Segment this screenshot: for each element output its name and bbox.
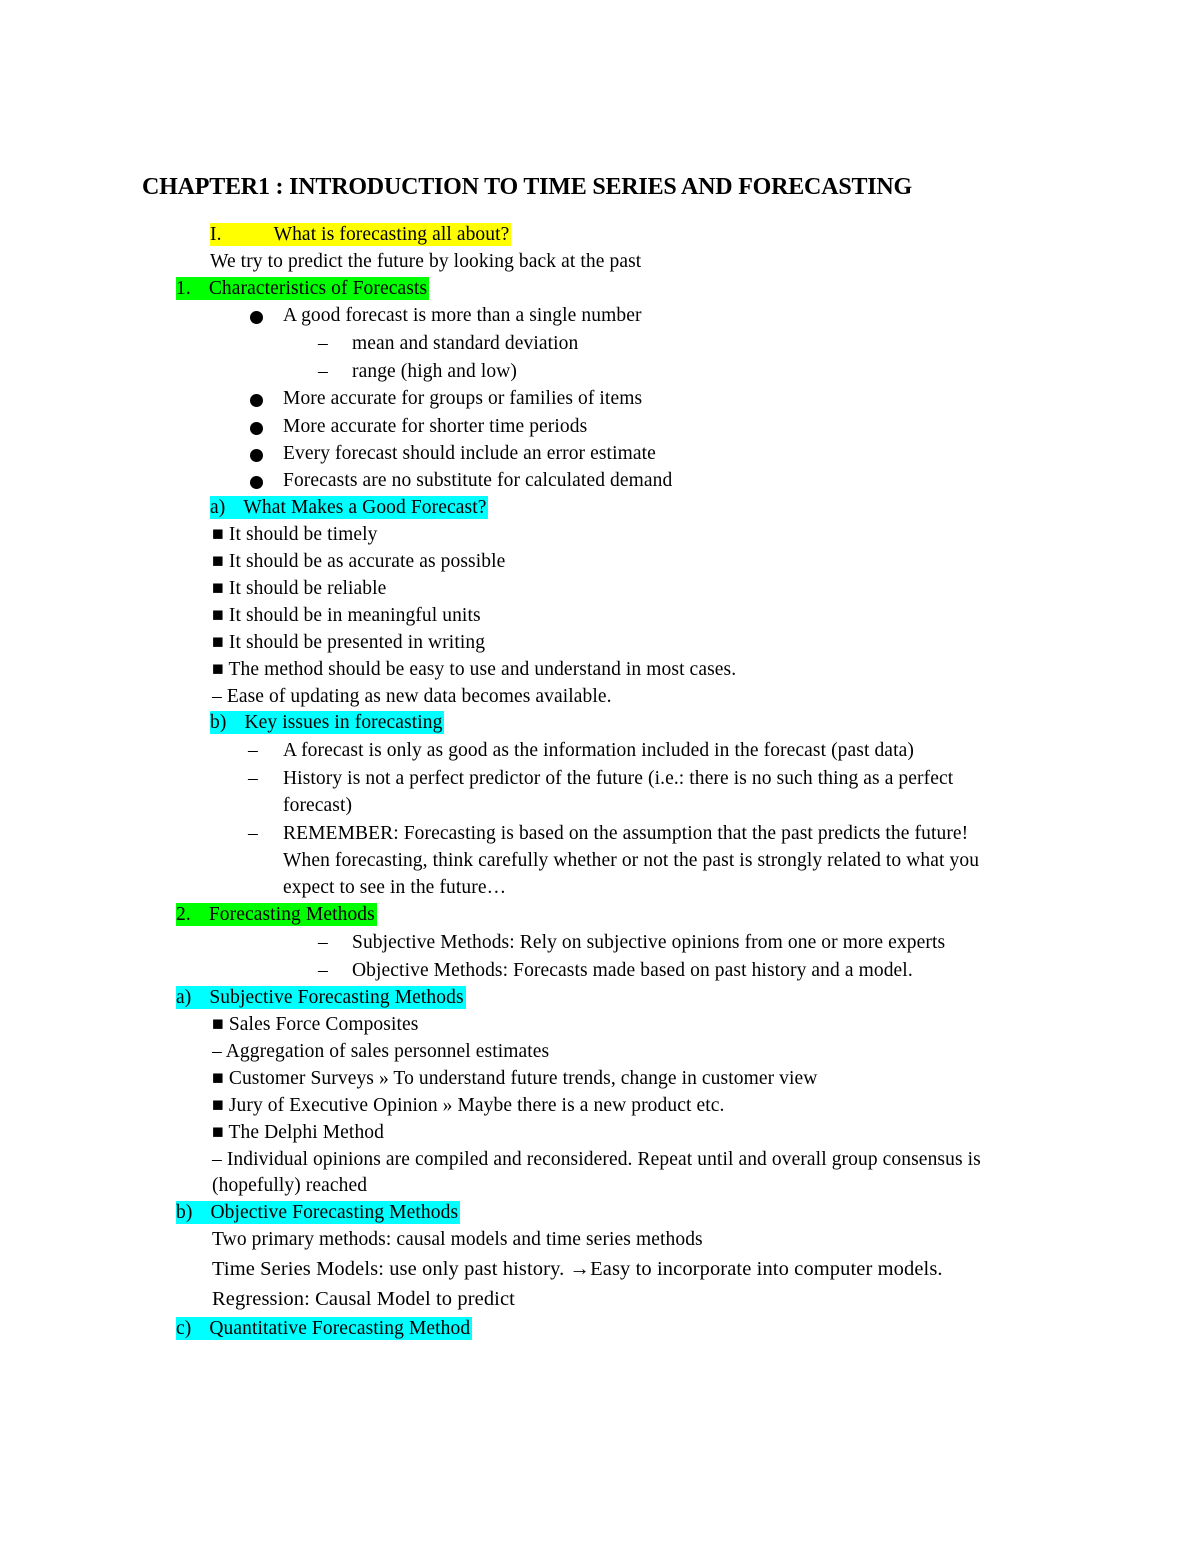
list-item: More accurate for shorter time periods	[283, 416, 588, 437]
paragraph: We try to predict the future by looking back at the past	[210, 251, 642, 272]
section-heading-text: What is forecasting all about?	[273, 224, 510, 245]
section-number: b)	[176, 1202, 193, 1223]
section-heading-characteristics	[176, 276, 429, 302]
section-number: a)	[176, 987, 192, 1008]
list-item: History is not a perfect predictor of the future (i.e.: there is no such thing as a perfect	[283, 768, 954, 789]
section-heading-text: Subjective Forecasting Methods	[209, 987, 464, 1008]
list-item: ■ Sales Force Composites	[212, 1014, 419, 1035]
list-item-continued: (hopefully) reached	[212, 1175, 368, 1196]
list-item: ■ The method should be easy to use and understand in most cases.	[212, 659, 737, 680]
section-heading-text: Key issues in forecasting	[244, 712, 443, 733]
list-item: range (high and low)	[352, 361, 517, 382]
section-heading-text: Quantitative Forecasting Method	[209, 1318, 471, 1339]
section-heading-forecasting	[210, 222, 511, 248]
dash-marker: –	[248, 740, 258, 761]
list-item: More accurate for groups or families of items	[283, 388, 643, 409]
subsection-heading-objective	[176, 1200, 460, 1226]
list-item: A forecast is only as good as the information included in the forecast (past data)	[283, 740, 914, 761]
list-item: mean and standard deviation	[352, 333, 579, 354]
section-number: b)	[210, 712, 227, 733]
section-heading-text: Forecasting Methods	[208, 904, 375, 925]
list-item: Every forecast should include an error estimate	[283, 443, 656, 464]
section-number: a)	[210, 497, 226, 518]
dash-marker: –	[318, 333, 328, 354]
paragraph: Time Series Models: use only past history. →Easy to incorporate into computer models.	[212, 1258, 943, 1280]
section-heading-text: What Makes a Good Forecast?	[243, 497, 487, 518]
dash-marker: –	[248, 768, 258, 789]
list-item: ■ Jury of Executive Opinion » Maybe there is a new product etc.	[212, 1095, 725, 1116]
section-number: 2.	[176, 904, 191, 925]
list-item: Objective Methods: Forecasts made based on past history and a model.	[352, 960, 913, 981]
dash-marker: –	[318, 361, 328, 382]
subsection-heading-quantitative	[176, 1316, 472, 1342]
list-item: ■ It should be in meaningful units	[212, 605, 481, 626]
bullet-dot-icon	[250, 449, 263, 462]
list-item: ■ It should be reliable	[212, 578, 387, 599]
list-item: ■ It should be timely	[212, 524, 378, 545]
list-item: ■ It should be presented in writing	[212, 632, 486, 653]
list-item: A good forecast is more than a single number	[283, 305, 642, 326]
list-item: – Ease of updating as new data becomes available.	[212, 686, 612, 707]
list-item: ■ It should be as accurate as possible	[212, 551, 506, 572]
section-number: c)	[176, 1318, 192, 1339]
list-item: – Aggregation of sales personnel estimates	[212, 1041, 550, 1062]
page-title: CHAPTER1 : INTRODUCTION TO TIME SERIES AND FORECASTING	[142, 174, 913, 200]
bullet-dot-icon	[250, 422, 263, 435]
list-item: Subjective Methods: Rely on subjective opinions from one or more experts	[352, 932, 946, 953]
list-item-continued: forecast)	[283, 795, 353, 816]
section-heading-text: Characteristics of Forecasts	[208, 278, 428, 299]
dash-marker: –	[248, 823, 258, 844]
section-number: 1.	[176, 278, 191, 299]
section-number: I.	[210, 224, 222, 245]
list-item: Forecasts are no substitute for calculated demand	[283, 470, 673, 491]
list-item: – Individual opinions are compiled and reconsidered. Repeat until and overall group consensus is	[212, 1149, 981, 1170]
paragraph: Regression: Causal Model to predict	[212, 1288, 515, 1310]
subsection-heading-good-forecast	[210, 495, 488, 521]
subsection-heading-key-issues	[210, 710, 444, 736]
bullet-dot-icon	[250, 394, 263, 407]
dash-marker: –	[318, 932, 328, 953]
list-item: REMEMBER: Forecasting is based on the assumption that the past predicts the future!	[283, 823, 969, 844]
bullet-dot-icon	[250, 311, 263, 324]
subsection-heading-subjective	[176, 985, 466, 1011]
section-heading-text: Objective Forecasting Methods	[210, 1202, 459, 1223]
list-item-continued: expect to see in the future…	[283, 877, 507, 898]
section-heading-methods	[176, 902, 377, 928]
paragraph: Two primary methods: causal models and time series methods	[212, 1229, 703, 1250]
list-item-continued: When forecasting, think carefully whether or not the past is strongly related to what you	[283, 850, 980, 871]
list-item: ■ Customer Surveys » To understand future trends, change in customer view	[212, 1068, 818, 1089]
list-item: ■ The Delphi Method	[212, 1122, 385, 1143]
bullet-dot-icon	[250, 476, 263, 489]
dash-marker: –	[318, 960, 328, 981]
